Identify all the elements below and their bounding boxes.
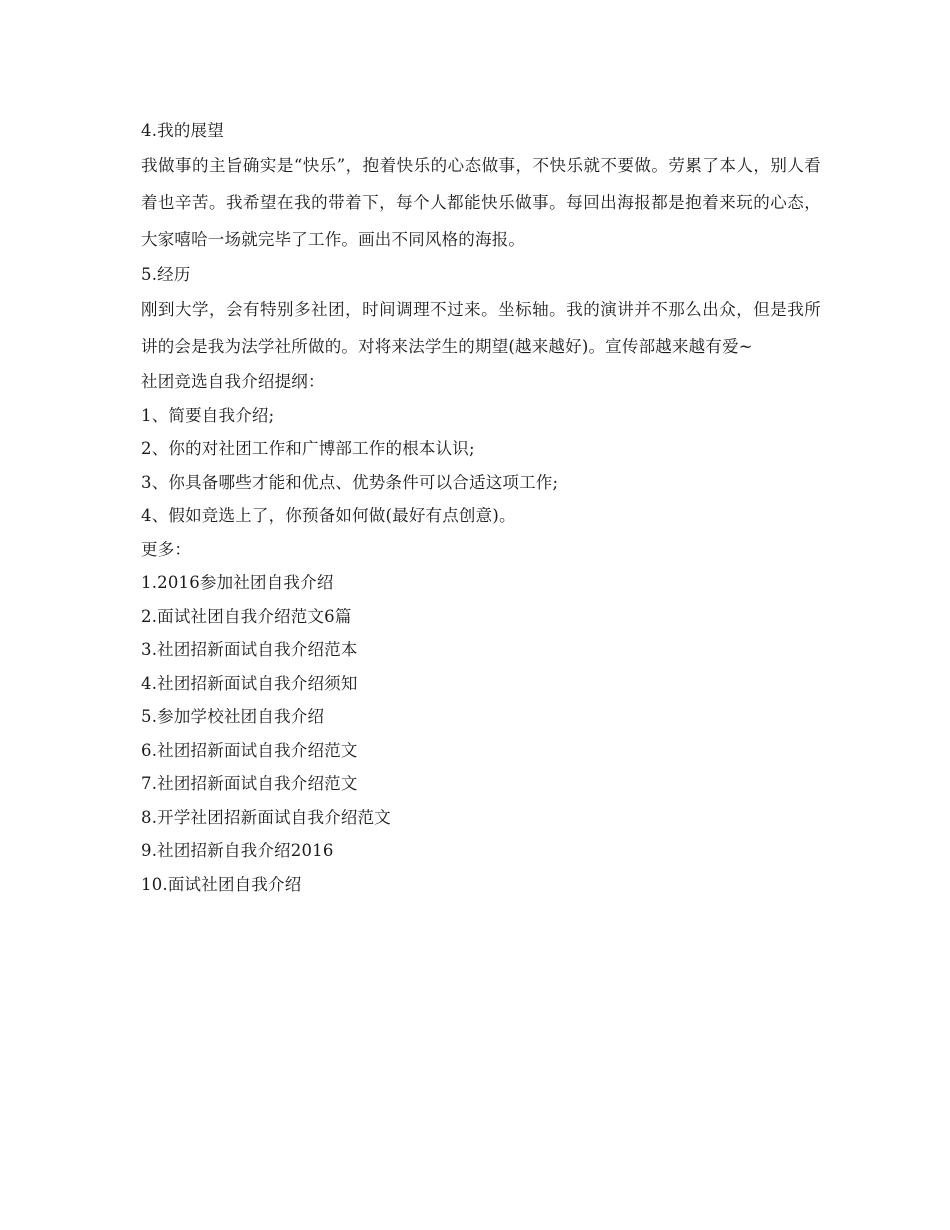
more-link[interactable]: 4.社团招新面试自我介绍须知 — [141, 673, 358, 693]
more-link[interactable]: 1.2016参加社团自我介绍 — [141, 573, 334, 592]
more-title: 更多： — [141, 539, 192, 559]
more-link[interactable]: 8.开学社团招新面试自我介绍范文 — [141, 807, 391, 827]
outline-item: 3、你具备哪些才能和优点、优势条件可以合适这项工作; — [141, 472, 559, 492]
more-link[interactable]: 5.参加学校社团自我介绍 — [141, 707, 325, 726]
outline-item: 4、假如竞选上了，你预备如何做(最好有点创意)。 — [141, 506, 516, 525]
more-link[interactable]: 3.社团招新面试自我介绍范本 — [141, 640, 358, 659]
document-body — [141, 114, 821, 901]
vision-heading: 4.我的展望 — [141, 121, 224, 140]
experience-heading: 5.经历 — [141, 265, 191, 284]
more-link[interactable]: 6.社团招新面试自我介绍范文 — [141, 740, 358, 760]
outline-item: 2、你的对社团工作和广博部工作的根本认识; — [141, 439, 475, 458]
vision-paragraph: 我做事的主旨确实是“快乐”，抱着快乐的心态做事，不快乐就不要做。劳累了本人，别人看着也辛苦。我希望在我的带着下，每个人都能快乐做事。每回出海报都是抱着来玩的心态，大家嘻哈一场就完毕了工作。画出不同风格的海报。 — [141, 156, 821, 249]
outline-title: 社团竞选自我介绍提纲： — [141, 372, 325, 391]
more-link[interactable]: 10.面试社团自我介绍 — [141, 874, 302, 894]
outline-item: 1、简要自我介绍; — [141, 405, 275, 425]
more-link[interactable]: 7.社团招新面试自我介绍范文 — [141, 774, 358, 793]
experience-paragraph: 刚到大学，会有特别多社团，时间调理不过来。坐标轴。我的演讲并不那么出众，但是我所讲的会是我为法学社所做的。对将来法学生的期望(越来越好)。宣传部越来越有爱~ — [141, 300, 821, 356]
more-link[interactable]: 9.社团招新自我介绍2016 — [141, 841, 334, 860]
more-link[interactable]: 2.面试社团自我介绍范文6篇 — [141, 606, 352, 626]
